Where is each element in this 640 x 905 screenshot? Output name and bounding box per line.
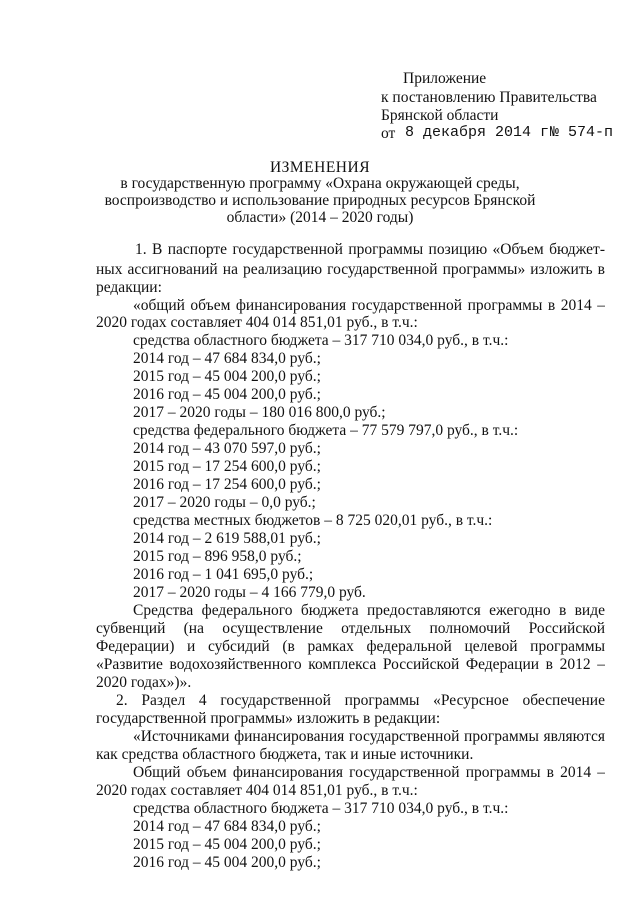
local-budget-total: средства местных бюджетов – 8 725 020,01 руб., в т.ч.: <box>133 512 493 529</box>
regional-2016: 2016 год – 45 004 200,0 руб.; <box>133 386 321 403</box>
appendix-label: Приложение <box>403 70 487 87</box>
quote-2-line-1: «Источниками финансирования государственной программы являются <box>133 728 605 745</box>
resolution-date: 8 декабря 2014 г. <box>405 124 559 141</box>
regional-2015-2: 2015 год – 45 004 200,0 руб.; <box>133 836 321 853</box>
regional-2014-2: 2014 год – 47 684 834,0 руб.; <box>133 818 321 835</box>
regional-budget-total-2: средства областного бюджета – 317 710 034,0 руб., в т.ч.: <box>133 800 509 817</box>
region-label: Брянской области <box>381 107 499 124</box>
date-prefix: от <box>381 125 396 142</box>
federal-2014: 2014 год – 43 070 597,0 руб.; <box>133 440 321 457</box>
regional-2017-2020: 2017 – 2020 годы – 180 016 800,0 руб.; <box>133 404 386 421</box>
regional-2014: 2014 год – 47 684 834,0 руб.; <box>133 350 321 367</box>
quote-1-line-1: «общий объем финансирования государственной программы в 2014 – <box>133 297 605 314</box>
paragraph-2-line-2: государственной программы» изложить в редакции: <box>96 710 441 727</box>
local-2017-2020: 2017 – 2020 годы – 4 166 779,0 руб. <box>133 584 366 601</box>
federal-2017-2020: 2017 – 2020 годы – 0,0 руб.; <box>133 494 316 511</box>
federal-note-line-2: субвенций (на осуществление отдельных полномочий Российской <box>96 620 605 637</box>
document-title: ИЗМЕНЕНИЯ <box>269 159 371 176</box>
total-funding-line-2: 2020 годах составляет 404 014 851,01 руб., в т.ч.: <box>96 782 418 799</box>
quote-1-line-2: 2020 годах составляет 404 014 851,01 руб., в т.ч.: <box>96 314 418 331</box>
resolution-label: к постановлению Правительства <box>381 89 597 106</box>
local-2014: 2014 год – 2 619 588,01 руб.; <box>133 530 321 547</box>
regional-2016-2: 2016 год – 45 004 200,0 руб.; <box>133 854 321 871</box>
federal-budget-total: средства федерального бюджета – 77 579 797,0 руб., в т.ч.: <box>133 422 519 439</box>
regional-2015: 2015 год – 45 004 200,0 руб.; <box>133 368 321 385</box>
title-line-2: воспроизводство и использование природных ресурсов Брянской <box>104 192 536 209</box>
federal-note-line-5: 2020 годах»)». <box>96 674 192 691</box>
federal-note-line-1: Средства федерального бюджета предоставляются ежегодно в виде <box>133 602 605 619</box>
paragraph-1-line-2: ных ассигнований на реализацию государственной программы» изложить в <box>96 261 605 278</box>
local-2016: 2016 год – 1 041 695,0 руб.; <box>133 566 314 583</box>
resolution-number: № 574-п <box>550 124 614 141</box>
total-funding-line-1: Общий объем финансирования государственной программы в 2014 – <box>133 764 605 781</box>
federal-2015: 2015 год – 17 254 600,0 руб.; <box>133 458 321 475</box>
title-line-1: в государственную программу «Охрана окружающей среды, <box>120 175 520 192</box>
federal-note-line-4: «Развитие водохозяйственного комплекса Российской Федерации в 2012 – <box>96 656 605 673</box>
local-2015: 2015 год – 896 958,0 руб.; <box>133 548 302 565</box>
federal-note-line-3: Федерации) и субсидий (в рамках федеральной целевой программы <box>96 638 605 655</box>
paragraph-1-line-1: 1. В паспорте государственной программы позицию «Объем бюджет- <box>135 241 605 258</box>
federal-2016: 2016 год – 17 254 600,0 руб.; <box>133 476 321 493</box>
title-line-3: области» (2014 – 2020 годы) <box>226 209 414 226</box>
paragraph-1-line-3: редакции: <box>96 279 162 296</box>
paragraph-2-line-1: 2. Раздел 4 государственной программы «Ресурсное обеспечение <box>116 692 605 709</box>
quote-2-line-2: как средства областного бюджета, так и иные источники. <box>96 746 474 763</box>
regional-budget-total: средства областного бюджета – 317 710 034,0 руб., в т.ч.: <box>133 332 509 349</box>
